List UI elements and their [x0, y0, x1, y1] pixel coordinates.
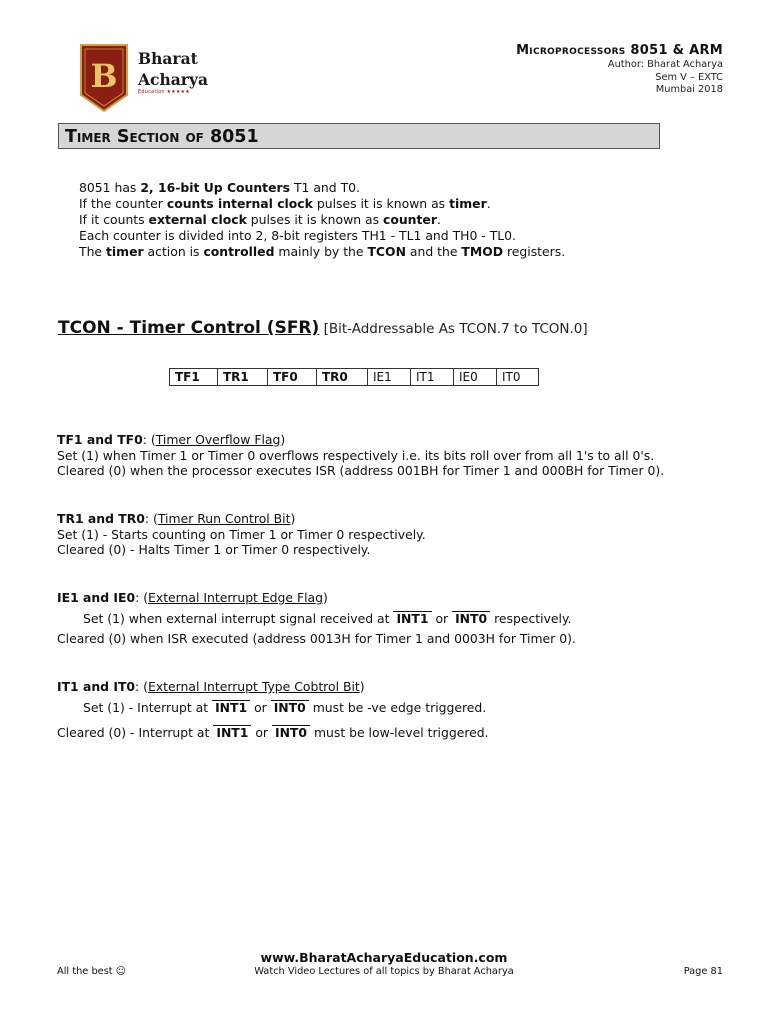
bit-cell-ie1: IE1 — [368, 369, 411, 386]
it-description — [57, 679, 489, 741]
int0-signal: INT0 — [452, 611, 490, 626]
tcon-heading — [58, 318, 588, 338]
bit-cell-tf0: TF0 — [268, 369, 317, 386]
bit-cell-tr1: TR1 — [218, 369, 268, 386]
tf-clear-line: Cleared (0) when the processor executes ISR (address 001BH for Timer 1 and 000BH for Timer 0). — [57, 463, 665, 478]
ie-clear-line: Cleared (0) when ISR executed (address 0013H for Timer 1 and 0003H for Timer 0). — [57, 631, 576, 646]
logo-name-line1: Bharat — [138, 49, 198, 68]
footer-website-link[interactable]: www.BharatAcharyaEducation.com — [260, 950, 508, 965]
ie-set-line: Set (1) when external interrupt signal received at INT1 or INT0 respectively. — [83, 610, 572, 626]
book-title: Microprocessors 8051 & ARM — [516, 43, 723, 58]
semester-line: Sem V – EXTC — [655, 71, 723, 83]
tr-set-line: Set (1) - Starts counting on Timer 1 or Timer 0 respectively. — [57, 526, 426, 542]
tr-title-line: TR1 and TR0: (Timer Run Control Bit) — [57, 511, 296, 526]
footer-left-note: All the best ☺ — [57, 966, 126, 977]
tr-clear-line: Cleared (0) - Halts Timer 1 or Timer 0 respectively. — [57, 542, 371, 557]
tcon-heading-note: [Bit-Addressable As TCON.7 to TCON.0] — [319, 321, 588, 337]
logo-letter: B — [90, 57, 118, 95]
intro-line-2: If the counter counts internal clock pulses it is known as timer. — [79, 196, 491, 211]
intro-line-4: Each counter is divided into 2, 8-bit registers TH1 - TL1 and TH0 - TL0. — [79, 228, 516, 243]
intro-line-1: 8051 has 2, 16-bit Up Counters T1 and T0. — [79, 180, 360, 195]
int1-signal: INT1 — [212, 700, 250, 715]
intro-line-5: The timer action is controlled mainly by the TCON and the TMOD registers. — [79, 244, 566, 259]
section-title: Timer Section of 8051 — [58, 123, 660, 149]
bit-cell-tf1: TF1 — [170, 369, 218, 386]
intro-paragraph — [79, 180, 565, 260]
tf-description — [57, 432, 664, 479]
table-row — [170, 369, 539, 386]
bit-cell-it1: IT1 — [411, 369, 454, 386]
logo-name-line2: Acharya — [138, 70, 208, 89]
int1-signal: INT1 — [393, 611, 431, 626]
intro-line-3: If it counts external clock pulses it is known as counter. — [79, 212, 441, 227]
int0-signal: INT0 — [272, 725, 310, 740]
ie-title-line: IE1 and IE0: (External Interrupt Edge Flag) — [57, 590, 328, 605]
footer-subtitle: Watch Video Lectures of all topics by Bharat Acharya — [254, 966, 514, 977]
it-clear-line: Cleared (0) - Interrupt at INT1 or INT0 must be low-level triggered. — [57, 725, 489, 740]
bit-cell-ie0: IE0 — [454, 369, 497, 386]
it-set-line: Set (1) - Interrupt at INT1 or INT0 must be -ve edge triggered. — [83, 699, 487, 715]
page-number: Page 81 — [683, 966, 723, 977]
logo-name — [138, 48, 208, 90]
logo-tagline: Education ★★★★★ — [138, 89, 190, 95]
tr-description — [57, 511, 426, 558]
it-title-line: IT1 and IT0: (External Interrupt Type Cobtrol Bit) — [57, 679, 365, 694]
ie-description — [57, 590, 576, 647]
tf-title-line: TF1 and TF0: (Timer Overflow Flag) — [57, 432, 286, 447]
int1-signal: INT1 — [213, 725, 251, 740]
bit-cell-tr0: TR0 — [317, 369, 368, 386]
author-line: Author: Bharat Acharya — [607, 59, 723, 70]
place-year-line: Mumbai 2018 — [655, 84, 723, 95]
logo-shield — [79, 43, 129, 113]
tcon-register-table — [169, 368, 539, 386]
tcon-heading-title: TCON - Timer Control (SFR) — [58, 318, 320, 338]
int0-signal: INT0 — [271, 700, 309, 715]
bit-cell-it0: IT0 — [497, 369, 539, 386]
document-header — [516, 42, 723, 97]
tf-set-line: Set (1) when Timer 1 or Timer 0 overflows respectively i.e. its bits roll over from all 1's to all 0's. — [57, 447, 655, 463]
